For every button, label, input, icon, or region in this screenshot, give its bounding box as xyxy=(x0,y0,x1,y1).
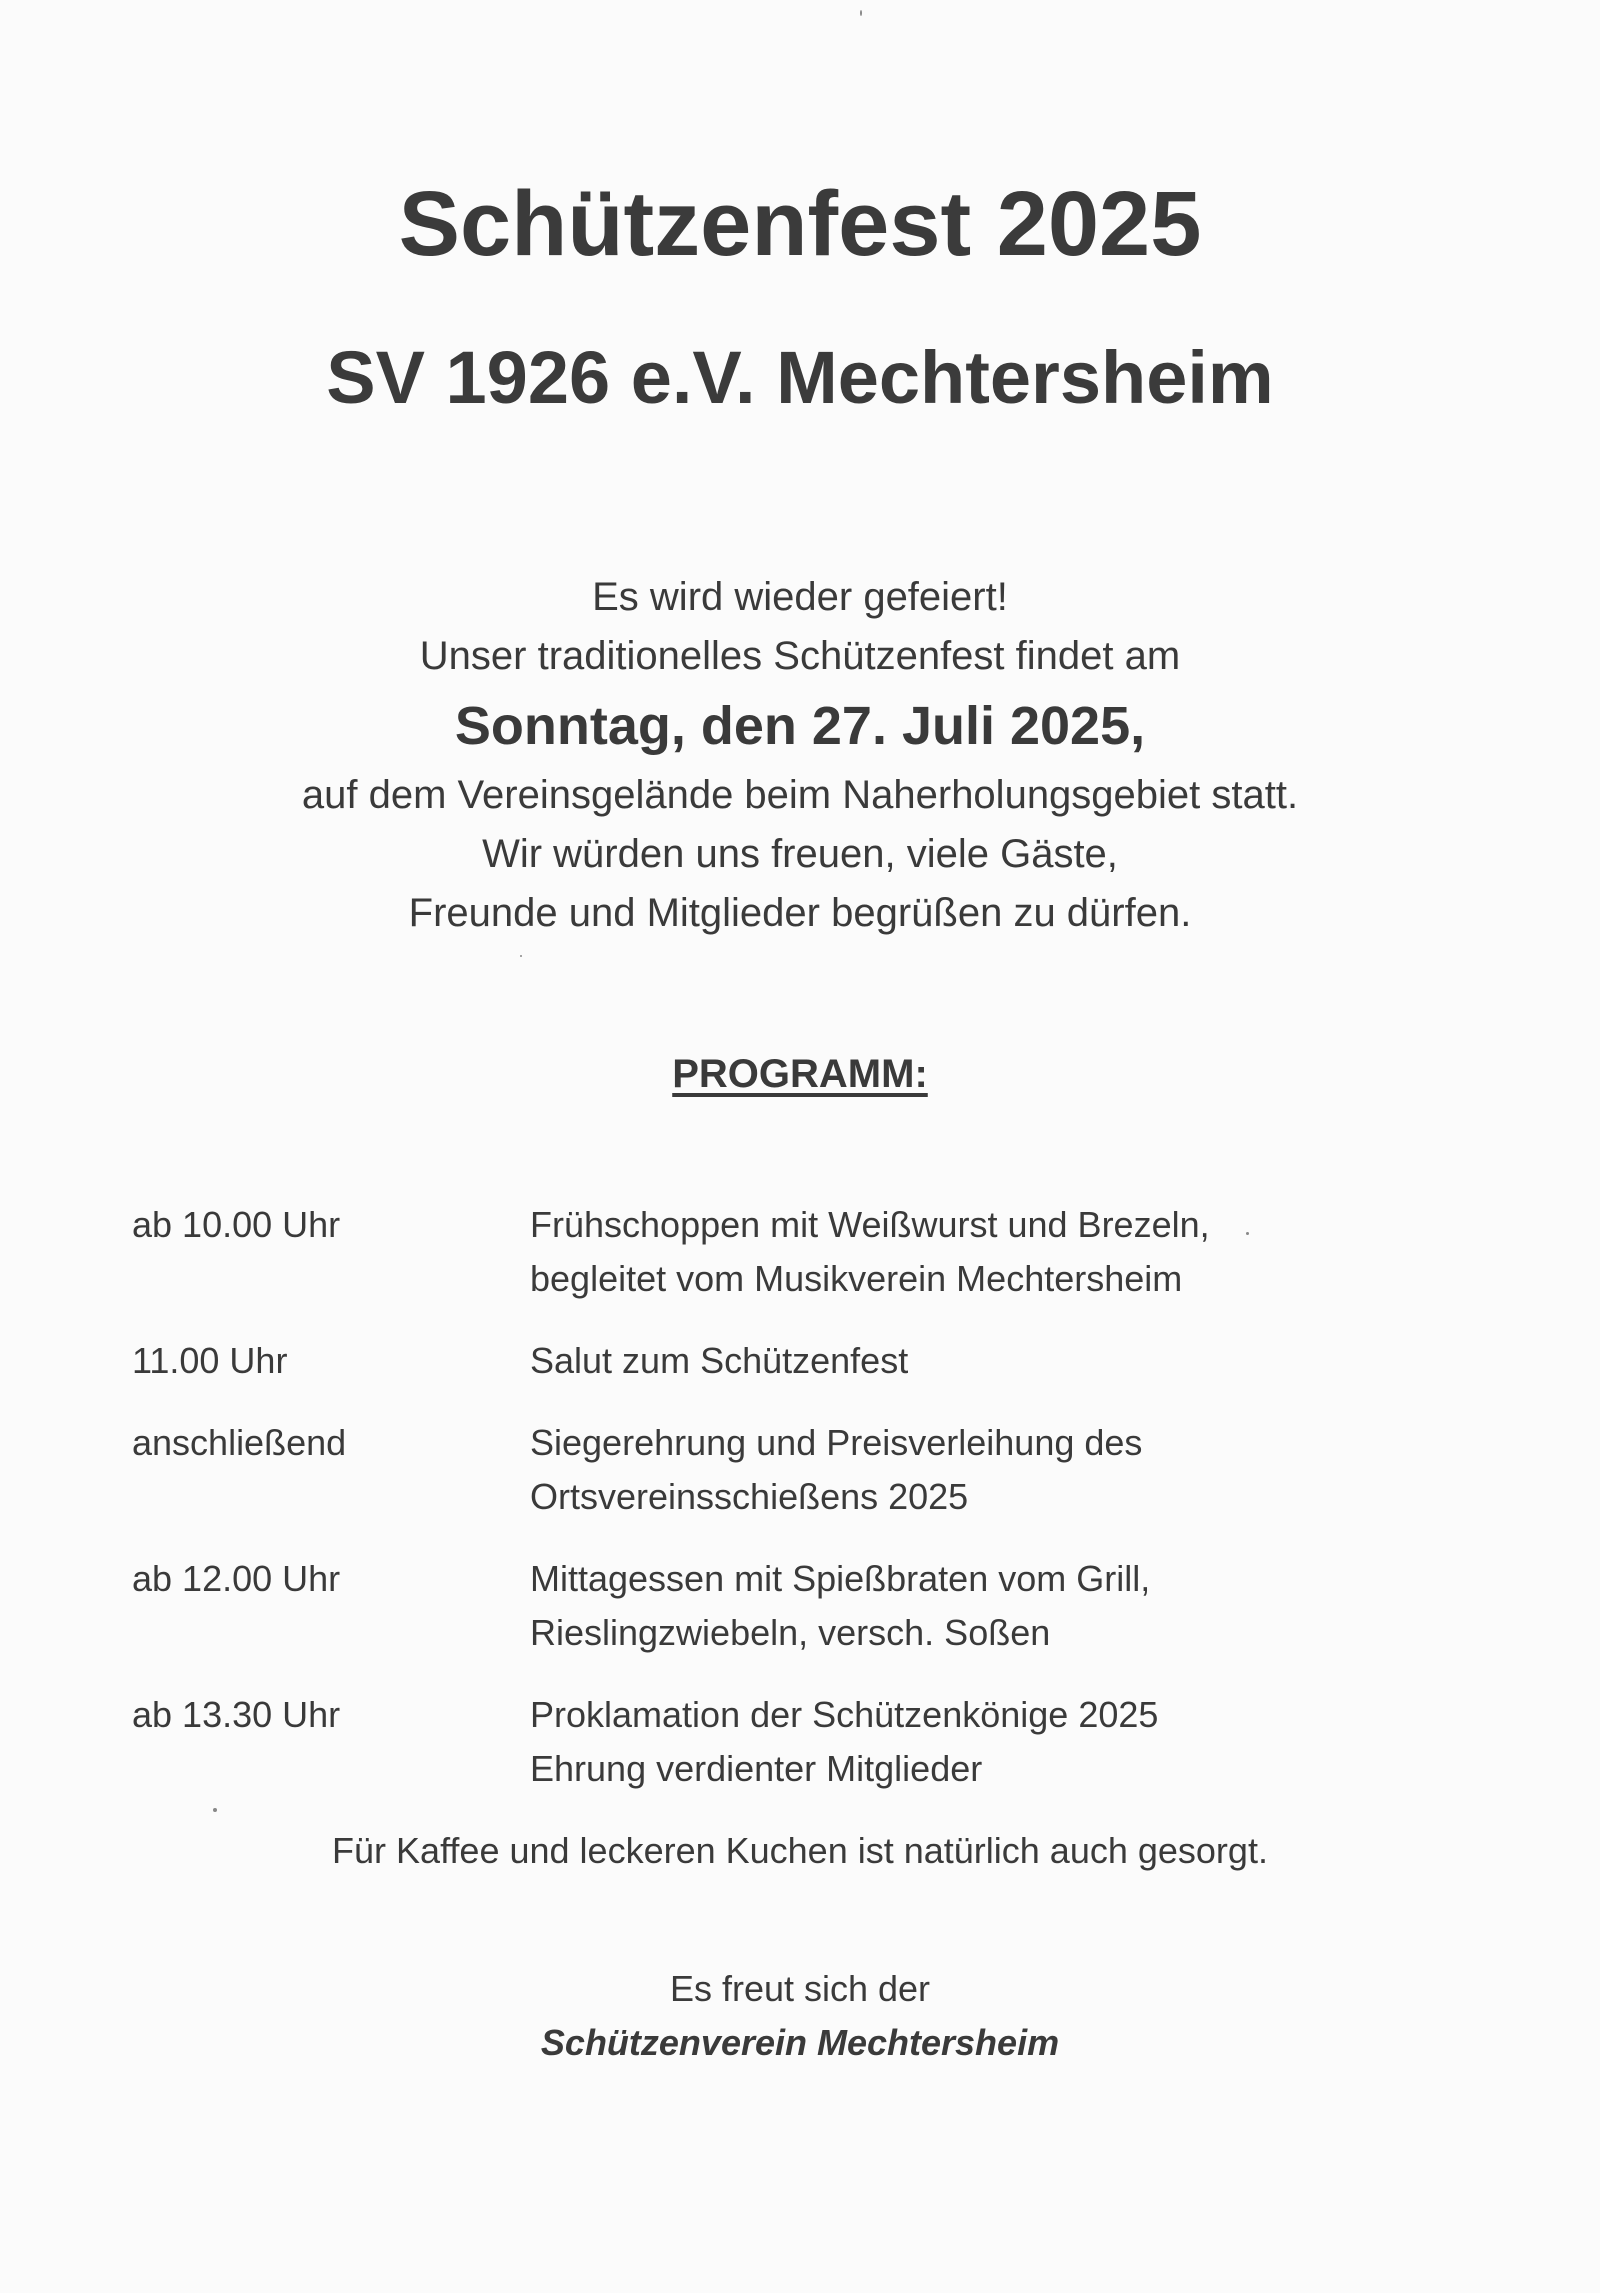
description-line: Ehrung verdienter Mitglieder xyxy=(530,1748,983,1789)
intro-line-5: Freunde und Mitglieder begrüßen zu dürfen. xyxy=(408,891,1192,935)
schedule-description xyxy=(530,1416,1142,1524)
scan-speck xyxy=(860,10,862,16)
description-line: Siegerehrung und Preisverleihung des xyxy=(530,1422,1143,1463)
description-line: Rieslingzwiebeln, versch. Soßen xyxy=(530,1612,1051,1653)
scan-speck xyxy=(1246,1232,1249,1235)
event-date: Sonntag, den 27. Juli 2025, xyxy=(454,696,1146,756)
schedule-row xyxy=(132,1552,1332,1660)
schedule-row xyxy=(132,1688,1332,1796)
description-line: Ortsvereinsschießens 2025 xyxy=(530,1476,969,1517)
invitation-text xyxy=(0,568,1600,943)
schedule-description xyxy=(530,1334,908,1388)
program-heading: PROGRAMM: xyxy=(672,1052,928,1096)
description-line: Proklamation der Schützenkönige 2025 xyxy=(530,1694,1159,1735)
intro-line-2: Unser traditionelles Schützenfest findet am xyxy=(419,634,1181,678)
program-schedule xyxy=(132,1198,1332,1824)
intro-line-4: Wir würden uns freuen, viele Gäste, xyxy=(482,832,1118,876)
schedule-description xyxy=(530,1198,1210,1306)
schedule-time: ab 12.00 Uhr xyxy=(132,1558,341,1599)
description-line: Salut zum Schützenfest xyxy=(530,1340,909,1381)
schedule-time: anschließend xyxy=(132,1422,347,1463)
description-line: begleitet vom Musikverein Mechtersheim xyxy=(530,1258,1183,1299)
club-name-heading: SV 1926 e.V. Mechtersheim xyxy=(326,336,1274,419)
coffee-cake-note: Für Kaffee und leckeren Kuchen ist natürlich auch gesorgt. xyxy=(332,1830,1268,1871)
schedule-row xyxy=(132,1198,1332,1306)
scan-speck xyxy=(520,955,522,957)
description-line: Frühschoppen mit Weißwurst und Brezeln, xyxy=(530,1204,1210,1245)
closing-signature xyxy=(0,1962,1600,2070)
scan-speck xyxy=(213,1808,217,1812)
intro-line-3: auf dem Vereinsgelände beim Naherholungsgebiet statt. xyxy=(301,773,1299,817)
schedule-time: ab 10.00 Uhr xyxy=(132,1204,341,1245)
schedule-row xyxy=(132,1416,1332,1524)
intro-line-1: Es wird wieder gefeiert! xyxy=(592,575,1008,619)
schedule-description xyxy=(530,1552,1150,1660)
schedule-row xyxy=(132,1334,1332,1388)
schedule-time: ab 13.30 Uhr xyxy=(132,1694,341,1735)
event-title: Schützenfest 2025 xyxy=(398,173,1202,275)
club-signature: Schützenverein Mechtersheim xyxy=(540,2022,1060,2063)
closing-greeting: Es freut sich der xyxy=(669,1968,931,2009)
schedule-description xyxy=(530,1688,1158,1796)
description-line: Mittagessen mit Spießbraten vom Grill, xyxy=(530,1558,1151,1599)
schedule-time: 11.00 Uhr xyxy=(132,1340,288,1381)
